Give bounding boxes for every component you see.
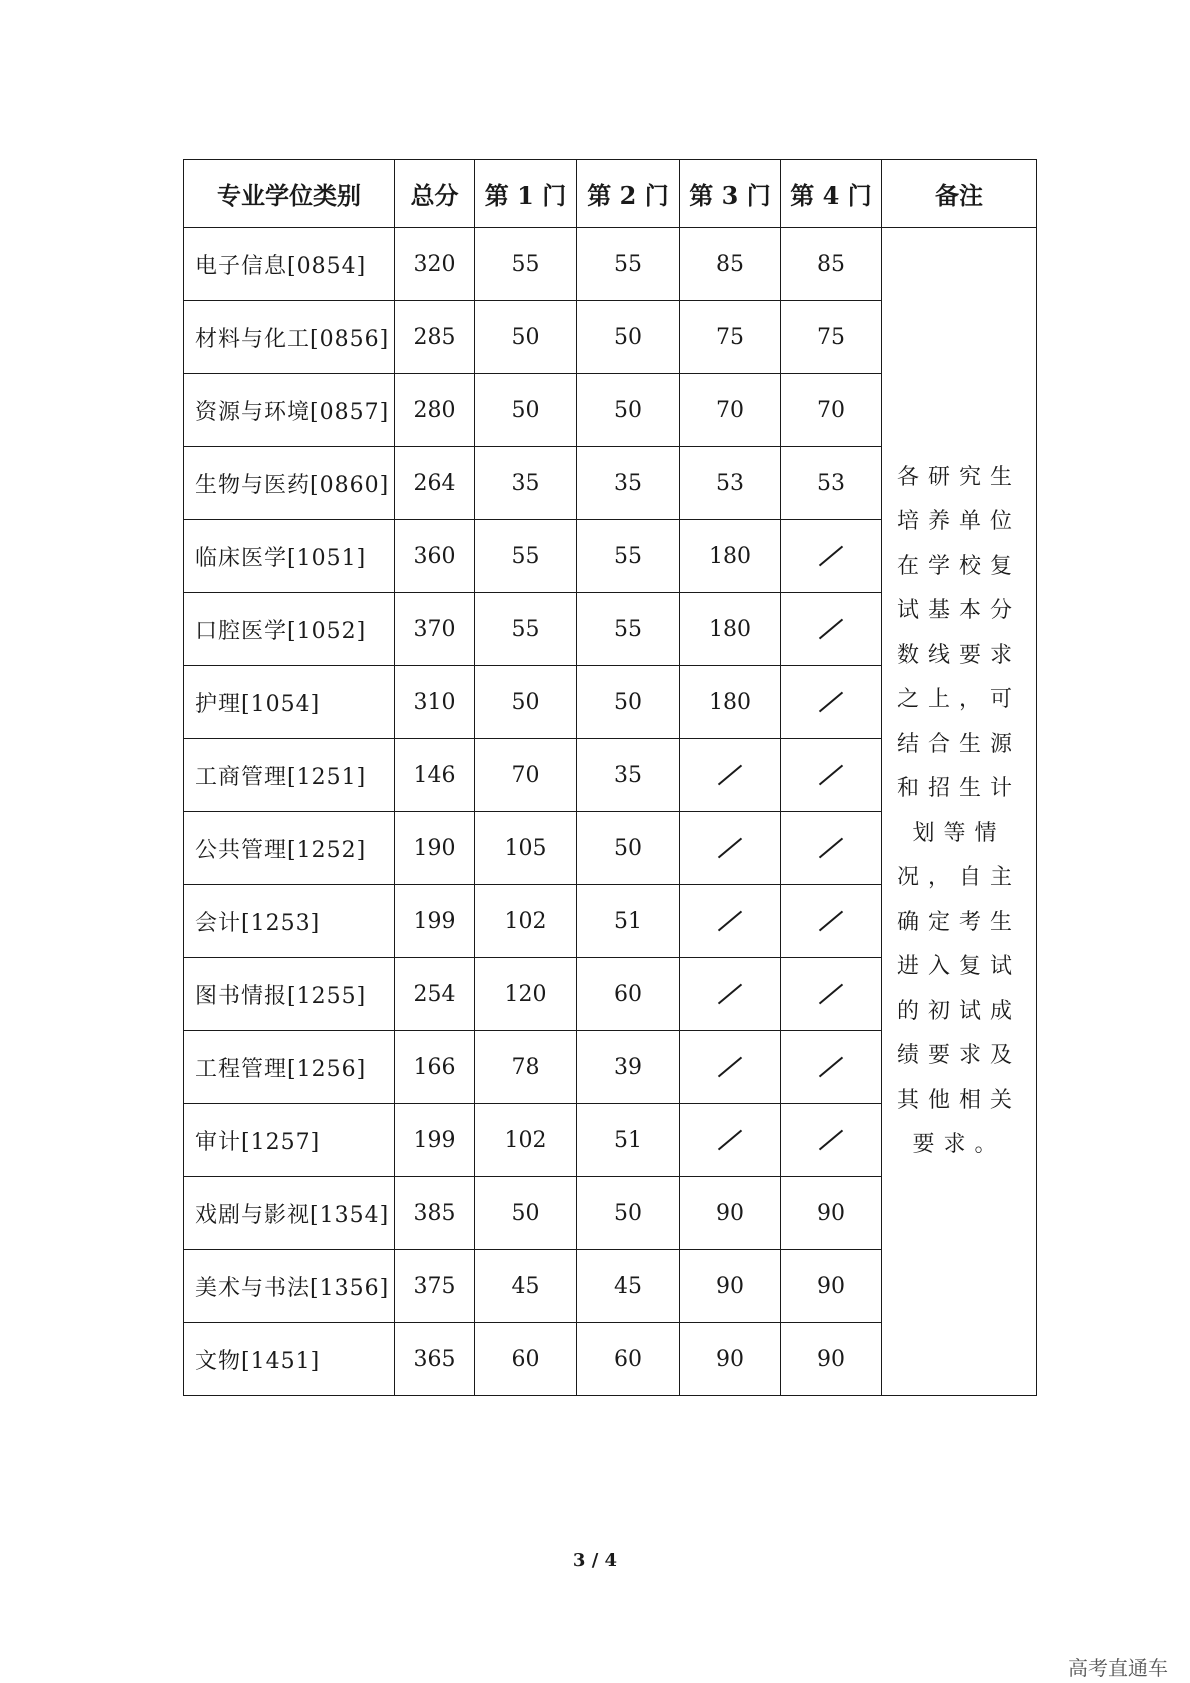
- subject-1-cell: 50: [475, 1177, 577, 1250]
- total-cell: 375: [395, 1250, 475, 1323]
- not-applicable-cell: [680, 958, 781, 1031]
- total-cell: 199: [395, 885, 475, 958]
- total-cell: 166: [395, 1031, 475, 1104]
- subject-1-cell: 70: [475, 739, 577, 812]
- slash-mark: [718, 1057, 742, 1078]
- slash-mark: [718, 984, 742, 1005]
- category-cell: 生物与医药[0860]: [184, 447, 395, 520]
- subject-1-cell: 102: [475, 885, 577, 958]
- slash-mark: [819, 911, 843, 932]
- not-applicable-cell: [680, 739, 781, 812]
- not-applicable-cell: [680, 812, 781, 885]
- subject-2-cell: 35: [577, 739, 680, 812]
- header-subject-2: 第 2 门: [577, 160, 680, 228]
- table-row: [184, 228, 1037, 301]
- subject-3-cell: 90: [680, 1323, 781, 1396]
- total-cell: 365: [395, 1323, 475, 1396]
- subject-2-cell: 60: [577, 958, 680, 1031]
- category-cell: 临床医学[1051]: [184, 520, 395, 593]
- category-cell: 护理[1054]: [184, 666, 395, 739]
- subject-2-cell: 55: [577, 520, 680, 593]
- subject-1-cell: 55: [475, 520, 577, 593]
- not-applicable-cell: [781, 739, 882, 812]
- subject-2-cell: 50: [577, 374, 680, 447]
- subject-1-cell: 55: [475, 228, 577, 301]
- subject-4-cell: 75: [781, 301, 882, 374]
- watermark-text: 高考直通车: [1068, 1656, 1168, 1680]
- not-applicable-cell: [680, 885, 781, 958]
- not-applicable-cell: [680, 1031, 781, 1104]
- subject-1-cell: 35: [475, 447, 577, 520]
- category-cell: 口腔医学[1052]: [184, 593, 395, 666]
- subject-2-cell: 50: [577, 301, 680, 374]
- note-cell: 各研究生培养单位在学校复试基本分数线要求之上，可结合生源和招生计划等情况，自主确定考生进入复试的初试成绩要求及其他相关要求。: [882, 228, 1037, 1396]
- subject-4-cell: 85: [781, 228, 882, 301]
- subject-1-cell: 55: [475, 593, 577, 666]
- not-applicable-cell: [680, 1104, 781, 1177]
- not-applicable-cell: [781, 958, 882, 1031]
- total-cell: 385: [395, 1177, 475, 1250]
- subject-4-cell: 90: [781, 1323, 882, 1396]
- slash-mark: [819, 984, 843, 1005]
- slash-mark: [819, 838, 843, 859]
- total-cell: 199: [395, 1104, 475, 1177]
- subject-1-cell: 60: [475, 1323, 577, 1396]
- subject-3-cell: 70: [680, 374, 781, 447]
- subject-4-cell: 70: [781, 374, 882, 447]
- slash-mark: [819, 546, 843, 567]
- subject-3-cell: 75: [680, 301, 781, 374]
- category-cell: 审计[1257]: [184, 1104, 395, 1177]
- category-cell: 材料与化工[0856]: [184, 301, 395, 374]
- subject-4-cell: 90: [781, 1177, 882, 1250]
- subject-2-cell: 51: [577, 885, 680, 958]
- slash-mark: [718, 765, 742, 786]
- slash-mark: [718, 911, 742, 932]
- subject-3-cell: 180: [680, 666, 781, 739]
- subject-4-cell: 90: [781, 1250, 882, 1323]
- header-subject-4: 第 4 门: [781, 160, 882, 228]
- total-cell: 254: [395, 958, 475, 1031]
- subject-1-cell: 45: [475, 1250, 577, 1323]
- subject-3-cell: 85: [680, 228, 781, 301]
- slash-mark: [718, 1130, 742, 1151]
- total-cell: 280: [395, 374, 475, 447]
- subject-2-cell: 35: [577, 447, 680, 520]
- slash-mark: [819, 765, 843, 786]
- subject-3-cell: 53: [680, 447, 781, 520]
- slash-mark: [819, 619, 843, 640]
- total-cell: 190: [395, 812, 475, 885]
- header-total: 总分: [395, 160, 475, 228]
- category-cell: 公共管理[1252]: [184, 812, 395, 885]
- header-category: 专业学位类别: [184, 160, 395, 228]
- total-cell: 370: [395, 593, 475, 666]
- not-applicable-cell: [781, 520, 882, 593]
- slash-mark: [819, 1057, 843, 1078]
- header-note: 备注: [882, 160, 1037, 228]
- slash-mark: [819, 692, 843, 713]
- subject-2-cell: 45: [577, 1250, 680, 1323]
- subject-4-cell: 53: [781, 447, 882, 520]
- category-cell: 戏剧与影视[1354]: [184, 1177, 395, 1250]
- subject-3-cell: 180: [680, 520, 781, 593]
- category-cell: 工商管理[1251]: [184, 739, 395, 812]
- subject-1-cell: 105: [475, 812, 577, 885]
- total-cell: 310: [395, 666, 475, 739]
- subject-3-cell: 90: [680, 1250, 781, 1323]
- subject-1-cell: 50: [475, 666, 577, 739]
- subject-2-cell: 50: [577, 1177, 680, 1250]
- subject-1-cell: 120: [475, 958, 577, 1031]
- subject-2-cell: 50: [577, 812, 680, 885]
- page-number: 3 / 4: [572, 1550, 618, 1571]
- slash-mark: [718, 838, 742, 859]
- subject-1-cell: 78: [475, 1031, 577, 1104]
- score-table: [183, 159, 1037, 1396]
- category-cell: 文物[1451]: [184, 1323, 395, 1396]
- category-cell: 会计[1253]: [184, 885, 395, 958]
- subject-1-cell: 50: [475, 301, 577, 374]
- not-applicable-cell: [781, 885, 882, 958]
- not-applicable-cell: [781, 812, 882, 885]
- category-cell: 电子信息[0854]: [184, 228, 395, 301]
- total-cell: 360: [395, 520, 475, 593]
- subject-1-cell: 102: [475, 1104, 577, 1177]
- not-applicable-cell: [781, 1031, 882, 1104]
- subject-2-cell: 55: [577, 228, 680, 301]
- header-subject-1: 第 1 门: [475, 160, 577, 228]
- subject-2-cell: 51: [577, 1104, 680, 1177]
- subject-3-cell: 90: [680, 1177, 781, 1250]
- not-applicable-cell: [781, 666, 882, 739]
- total-cell: 320: [395, 228, 475, 301]
- category-cell: 图书情报[1255]: [184, 958, 395, 1031]
- subject-2-cell: 55: [577, 593, 680, 666]
- category-cell: 美术与书法[1356]: [184, 1250, 395, 1323]
- not-applicable-cell: [781, 1104, 882, 1177]
- subject-3-cell: 180: [680, 593, 781, 666]
- slash-mark: [819, 1130, 843, 1151]
- header-subject-3: 第 3 门: [680, 160, 781, 228]
- category-cell: 资源与环境[0857]: [184, 374, 395, 447]
- not-applicable-cell: [781, 593, 882, 666]
- category-cell: 工程管理[1256]: [184, 1031, 395, 1104]
- total-cell: 146: [395, 739, 475, 812]
- total-cell: 285: [395, 301, 475, 374]
- subject-2-cell: 39: [577, 1031, 680, 1104]
- total-cell: 264: [395, 447, 475, 520]
- header-row: [184, 160, 1037, 228]
- subject-2-cell: 50: [577, 666, 680, 739]
- subject-2-cell: 60: [577, 1323, 680, 1396]
- subject-1-cell: 50: [475, 374, 577, 447]
